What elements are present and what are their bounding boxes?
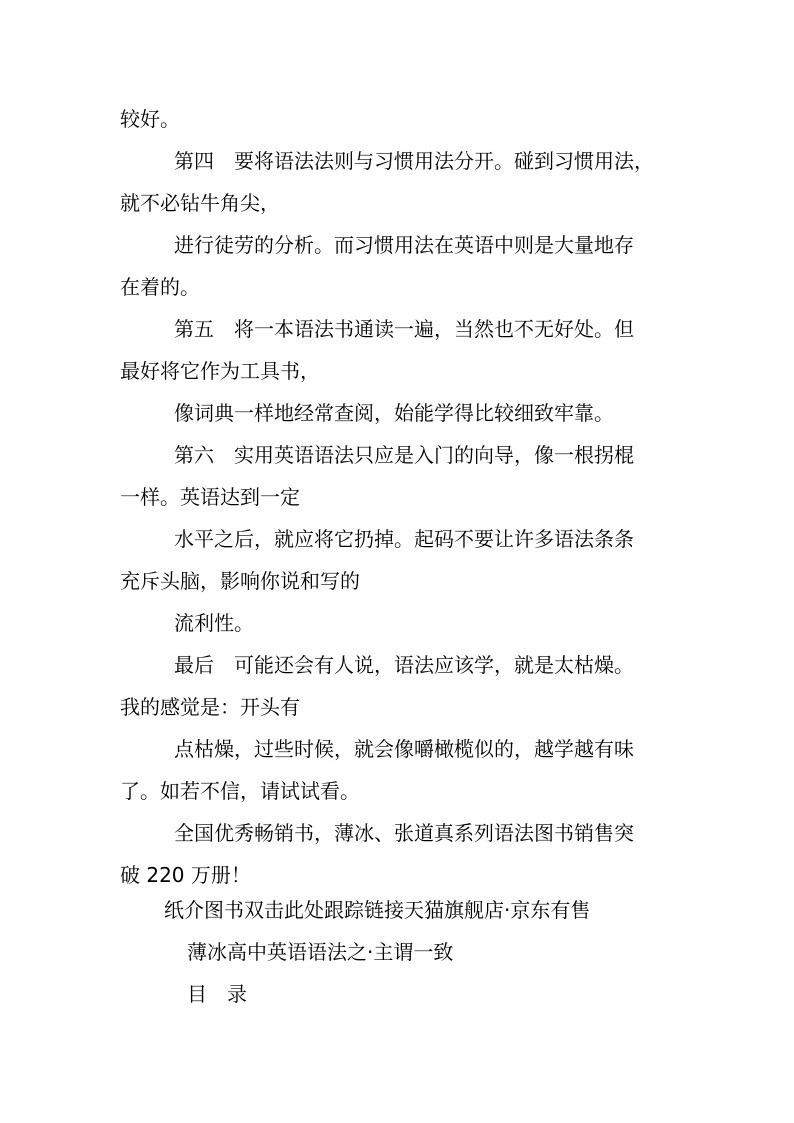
text-line: 我的感觉是：开头有: [120, 695, 300, 719]
text-line: 了。如若不信，请试试看。: [120, 779, 360, 803]
text-line: 第五 将一本语法书通读一遍，当然也不无好处。但: [174, 317, 634, 341]
text-line: 破 220 万册！: [120, 863, 251, 887]
text-line: 较好。: [120, 107, 180, 131]
text-line: 就不必钻牛角尖，: [120, 191, 280, 215]
text-line: 点枯燥，过些时候，就会像嚼橄榄似的，越学越有味: [174, 737, 634, 761]
text-line: 最好将它作为工具书，: [120, 359, 320, 383]
toc-heading: 目 录: [187, 982, 247, 1006]
text-line: 进行徒劳的分析。而习惯用法在英语中则是大量地存: [174, 233, 634, 257]
text-line: 像词典一样地经常查阅，始能学得比较细致牢靠。: [174, 401, 614, 425]
book-title: 薄冰高中英语语法之·主谓一致: [187, 940, 454, 964]
text-line: 在着的。: [120, 275, 200, 299]
text-line: 充斥头脑，影响你说和写的: [120, 569, 360, 593]
text-line: 全国优秀畅销书，薄冰、张道真系列语法图书销售突: [174, 821, 634, 845]
text-line: 最后 可能还会有人说，语法应该学，就是太枯燥。: [174, 653, 634, 677]
text-line: 流利性。: [174, 611, 254, 635]
store-link-text[interactable]: 纸介图书双击此处跟踪链接天猫旗舰店·京东有售: [164, 898, 591, 922]
text-line: 水平之后，就应将它扔掉。起码不要让许多语法条条: [174, 527, 634, 551]
text-line: 第六 实用英语语法只应是入门的向导，像一根拐棍: [174, 443, 634, 467]
text-line: 一样。英语达到一定: [120, 485, 300, 509]
text-line: 第四 要将语法法则与习惯用法分开。碰到习惯用法，: [174, 149, 654, 173]
